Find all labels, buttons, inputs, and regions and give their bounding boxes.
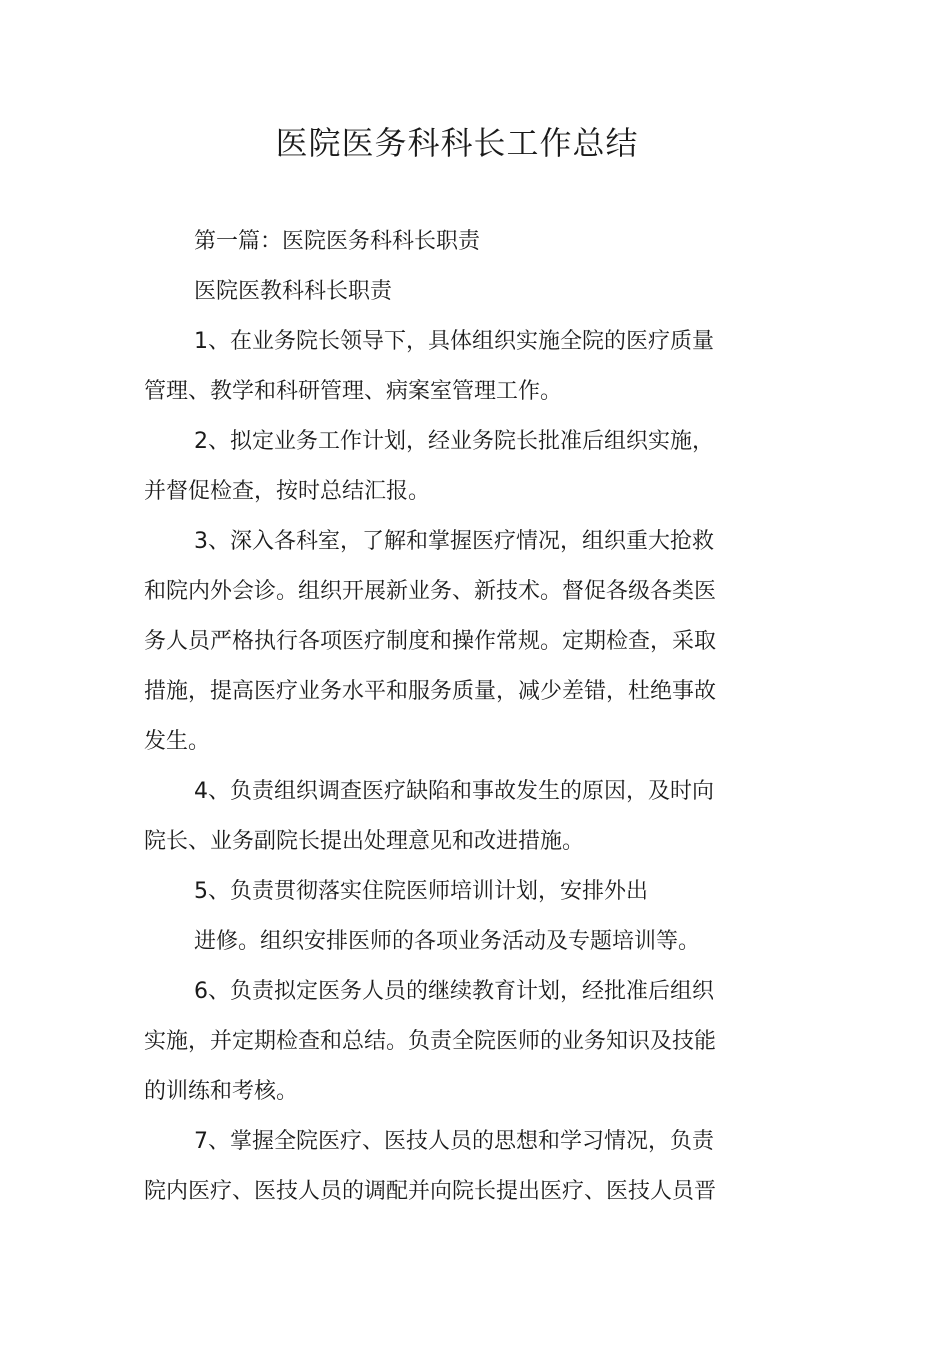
- body-line: 第一篇：医院医务科科长职责: [194, 229, 481, 254]
- body-line: 院内医疗、医技人员的调配并向院长提出医疗、医技人员晋: [144, 1179, 717, 1204]
- body-line: 并督促检查，按时总结汇报。: [144, 479, 431, 504]
- body-line: 6、负责拟定医务人员的继续教育计划，经批准后组织: [194, 979, 714, 1004]
- document-body: [144, 217, 740, 1217]
- body-line: 1、在业务院长领导下，具体组织实施全院的医疗质量: [194, 329, 714, 354]
- body-line: 3、深入各科室，了解和掌握医疗情况，组织重大抢救: [194, 529, 714, 554]
- document-title: 医院医务科科长工作总结: [275, 124, 639, 162]
- body-line: 2、拟定业务工作计划，经业务院长批准后组织实施，: [194, 429, 714, 454]
- body-line: 措施，提高医疗业务水平和服务质量，减少差错，杜绝事故: [144, 679, 717, 704]
- body-line: 的训练和考核。: [144, 1079, 299, 1104]
- body-line: 5、负责贯彻落实住院医师培训计划，安排外出: [194, 879, 648, 904]
- body-line: 院长、业务副院长提出处理意见和改进措施。: [144, 829, 585, 854]
- body-line: 和院内外会诊。组织开展新业务、新技术。督促各级各类医: [144, 579, 717, 604]
- body-line: 7、掌握全院医疗、医技人员的思想和学习情况，负责: [194, 1129, 714, 1154]
- body-line: 医院医教科科长职责: [194, 279, 393, 304]
- body-line: 发生。: [144, 729, 211, 754]
- body-line: 管理、教学和科研管理、病案室管理工作。: [144, 379, 563, 404]
- body-line: 4、负责组织调查医疗缺陷和事故发生的原因，及时向: [194, 779, 714, 804]
- body-line: 实施，并定期检查和总结。负责全院医师的业务知识及技能: [144, 1029, 717, 1054]
- body-line: 进修。组织安排医师的各项业务活动及专题培训等。: [194, 929, 701, 954]
- body-line: 务人员严格执行各项医疗制度和操作常规。定期检查，采取: [144, 629, 717, 654]
